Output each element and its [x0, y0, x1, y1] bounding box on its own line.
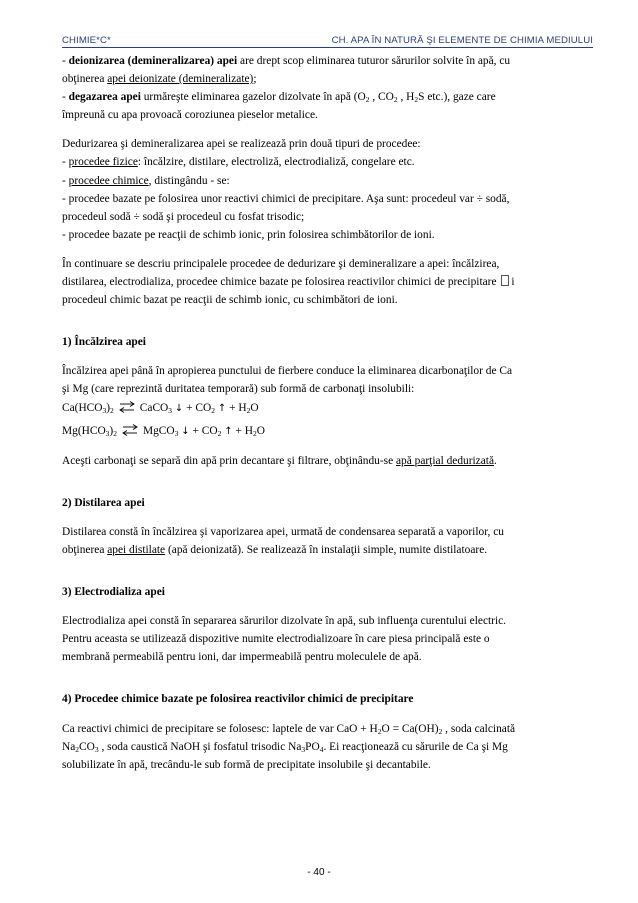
section-4-text-3: solubilizate în apă, trecându-le sub formă de precipitate insolubile şi decantabile.	[62, 758, 431, 771]
equation-calcium: $Ca(HCO_3)_2$ CaCO$_3$ ↓ + $CO_2$ ↑ + $H_2O$	[62, 401, 259, 415]
continuation-line-2: distilarea, electrodializa, procedee chimice bazate pe folosirea reactivilor chimici de precipitare i	[62, 276, 515, 289]
running-header	[62, 30, 593, 48]
section-4-title: 4) Procedee chimice bazate pe folosirea reactivilor chimici de precipitare	[62, 693, 414, 706]
page-number: - 40 -	[307, 867, 331, 878]
section-4-text-2: $Na_2CO_3$ , soda caustică NaOH şi fosfatul trisodic $Na_3PO_4$. Ei reacţionează cu sărurile de Ca şi Mg	[62, 740, 508, 754]
gas-arrow-icon: ↑	[224, 425, 233, 437]
gas-arrow-icon: ↑	[217, 402, 227, 414]
paragraph-degazare-cont: împreună cu apa provoacă coroziunea pieselor metalice.	[62, 109, 318, 122]
missing-glyph-box	[501, 275, 509, 286]
header-right: CH. APA ÎN NATURĂ ŞI ELEMENTE DE CHIMIA MEDIULUI	[331, 35, 593, 46]
equation-magnesium: $Mg(HCO_3)_2$ MgCO$_3$ ↓ + $CO_2$ ↑ + $H_2O$	[62, 424, 265, 438]
section-3-text-2: Pentru aceasta se utilizează dispozitive numite electrodializoare în care piesa principală este o	[62, 633, 490, 646]
section-1-text-2: şi Mg (care reprezintă duritatea temporară) sub formă de carbonaţi insolubili:	[62, 383, 415, 396]
section-3-title: 3) Electrodializa apei	[62, 586, 165, 599]
continuation-line-3: procedeul chimic bazat pe reacţii de schimb ionic, cu schimbători de ioni.	[62, 294, 398, 307]
paragraph-deionizare: - deionizarea (demineralizarea) apei are drept scop eliminarea tuturor sărurilor solvite în apă, cu	[62, 55, 511, 67]
methods-precipitation-cont: procedeul sodă ÷ sodă şi procedeul cu fosfat trisodic;	[62, 210, 305, 223]
section-2-text-2: obţinerea apei distilate (apă deionizată). Se realizează în instalaţii simple, numite distilatoare.	[62, 543, 488, 556]
continuation-line-1: În continuare se descriu principalele procedee de dedurizare şi demineralizare a apei: încălzirea,	[62, 257, 500, 270]
section-3-text-1: Electrodializa apei constă în separarea sărurilor dizolvate în apă, sub influenţa curentului electric.	[62, 615, 507, 628]
precipitate-arrow-icon: ↓	[174, 402, 184, 414]
methods-ion-exchange: - procedee bazate pe reacţii de schimb ionic, prin folosirea schimbătorilor de ioni.	[62, 228, 435, 241]
section-1-title: 1) Încălzirea apei	[62, 336, 146, 349]
header-left: CHIMIE*C*	[62, 35, 111, 46]
methods-precipitation: - procedee bazate pe folosirea unor reactivi chimici de precipitare. Aşa sunt: procedeul var ÷ sodă,	[62, 192, 510, 205]
section-2-title: 2) Distilarea apei	[62, 496, 145, 509]
methods-chemical: - procedee chimice, distingându - se:	[62, 174, 230, 187]
section-3-text-3: membrană permeabilă pentru ioni, dar impermeabilă pentru moleculele de apă.	[62, 651, 422, 664]
section-4-text-1: Ca reactivi chimici de precipitare se folosesc: laptele de var CaO + $H_2O = Ca(OH)_2$ , soda calcinată	[62, 722, 516, 736]
precipitate-arrow-icon: ↓	[181, 425, 190, 437]
equilibrium-arrow-icon	[121, 423, 139, 437]
paragraph-deionizare-cont: obţinerea apei deionizate (demineralizate);	[62, 73, 257, 86]
section-1-text-1: Încălzirea apei până în apropierea punctului de fierbere conduce la eliminarea dicarbonaţilor de Ca	[62, 365, 513, 378]
section-1-text-3: Aceşti carbonaţi se separă din apă prin decantare şi filtrare, obţinându-se apă parţial dedurizată.	[62, 454, 497, 467]
methods-intro: Dedurizarea şi demineralizarea apei se realizează prin două tipuri de procedee:	[62, 138, 421, 151]
page-body	[62, 52, 597, 774]
methods-physical: - procedee fizice: încălzire, distilare, electroliză, electrodializă, congelare etc.	[62, 156, 415, 169]
equilibrium-arrow-icon	[118, 400, 136, 414]
section-2-text-1: Distilarea constă în încălzirea şi vaporizarea apei, urmată de condensarea separată a vaporilor, cu	[62, 525, 504, 538]
paragraph-degazare: - degazarea apei urmăreşte eliminarea gazelor dizolvate în apă ($O_2$ , $CO_2$ , $H_2S$ etc.), gaze care	[62, 91, 496, 105]
